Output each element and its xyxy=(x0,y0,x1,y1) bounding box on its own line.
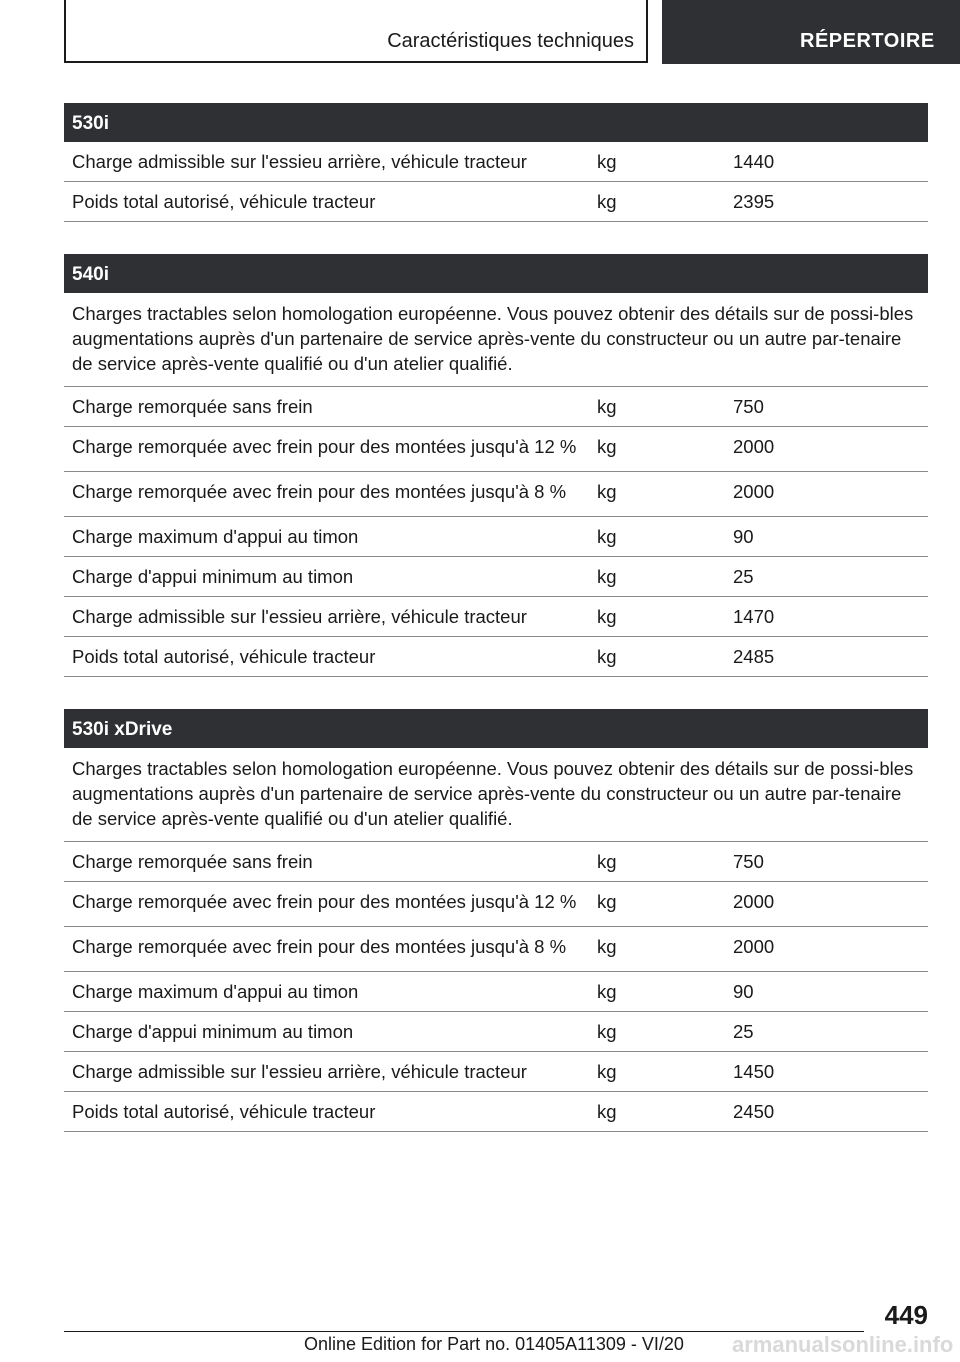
table-row xyxy=(64,1092,928,1132)
table-row xyxy=(64,182,928,222)
page-number: 449 xyxy=(884,1300,928,1330)
row-label: Charge remorquée avec frein pour des montées jusqu'à 8 % xyxy=(72,481,567,502)
row-unit: kg xyxy=(597,1021,617,1042)
row-value: 25 xyxy=(733,566,754,587)
row-label: Poids total autorisé, véhicule tracteur xyxy=(72,1101,376,1122)
row-unit: kg xyxy=(597,851,617,872)
header-tab-index[interactable] xyxy=(662,0,960,64)
row-unit: kg xyxy=(597,936,617,957)
row-label: Poids total autorisé, véhicule tracteur xyxy=(72,191,376,212)
watermark: armanualsonline.info xyxy=(732,1332,954,1357)
section-title: 530i xyxy=(64,103,928,142)
section-description: Charges tractables selon homologation européenne. Vous pouvez obtenir des détails sur de possi-bles augmentations auprès d'un partenaire de service après-vente du constructeur ou un autre par-tenaire de service après-vente qualifié ou d'un atelier qualifié. xyxy=(64,293,928,387)
table-row xyxy=(64,882,928,927)
row-label: Charge admissible sur l'essieu arrière, véhicule tracteur xyxy=(72,151,527,172)
row-label: Charge remorquée sans frein xyxy=(72,851,313,872)
table-row xyxy=(64,517,928,557)
row-unit: kg xyxy=(597,981,617,1002)
row-label: Charge maximum d'appui au timon xyxy=(72,526,359,547)
row-label: Charge remorquée avec frein pour des montées jusqu'à 12 % xyxy=(72,891,577,912)
header-section-box xyxy=(64,0,648,63)
row-unit: kg xyxy=(597,396,617,417)
row-label: Charge remorquée sans frein xyxy=(72,396,313,417)
section-530i-xdrive xyxy=(64,709,928,1132)
row-unit: kg xyxy=(597,646,617,667)
section-title: 540i xyxy=(64,254,928,293)
section-description: Charges tractables selon homologation européenne. Vous pouvez obtenir des détails sur de possi-bles augmentations auprès d'un partenaire de service après-vente du constructeur ou un autre par-tenaire de service après-vente qualifié ou d'un atelier qualifié. xyxy=(64,748,928,842)
row-label: Poids total autorisé, véhicule tracteur xyxy=(72,646,376,667)
row-value: 25 xyxy=(733,1021,754,1042)
row-unit: kg xyxy=(597,526,617,547)
row-unit: kg xyxy=(597,891,617,912)
row-label: Charge remorquée avec frein pour des montées jusqu'à 12 % xyxy=(72,436,577,457)
table-row xyxy=(64,142,928,182)
table-row xyxy=(64,1052,928,1092)
row-unit: kg xyxy=(597,436,617,457)
row-value: 2000 xyxy=(733,891,775,912)
row-value: 2450 xyxy=(733,1101,775,1122)
row-unit: kg xyxy=(597,191,617,212)
row-value: 1470 xyxy=(733,606,775,627)
row-value: 2395 xyxy=(733,191,775,212)
row-value: 2000 xyxy=(733,436,775,457)
row-unit: kg xyxy=(597,481,617,502)
row-value: 750 xyxy=(733,851,764,872)
header-section-title: Caractéristiques techniques xyxy=(387,30,634,52)
page-footer xyxy=(64,1300,954,1362)
row-label: Charge d'appui minimum au timon xyxy=(72,1021,354,1042)
row-label: Charge admissible sur l'essieu arrière, véhicule tracteur xyxy=(72,606,527,627)
row-value: 90 xyxy=(733,526,754,547)
row-label: Charge maximum d'appui au timon xyxy=(72,981,359,1002)
table-row xyxy=(64,387,928,427)
table-row xyxy=(64,972,928,1012)
row-value: 2000 xyxy=(733,481,775,502)
row-label: Charge remorquée avec frein pour des montées jusqu'à 8 % xyxy=(72,936,567,957)
row-value: 750 xyxy=(733,396,764,417)
table-row xyxy=(64,842,928,882)
table-row xyxy=(64,597,928,637)
table-row xyxy=(64,1012,928,1052)
row-value: 2485 xyxy=(733,646,775,667)
row-unit: kg xyxy=(597,1061,617,1082)
table-row xyxy=(64,427,928,472)
row-unit: kg xyxy=(597,606,617,627)
row-unit: kg xyxy=(597,566,617,587)
table-row xyxy=(64,557,928,597)
row-label: Charge d'appui minimum au timon xyxy=(72,566,354,587)
section-title: 530i xDrive xyxy=(64,709,928,748)
row-label: Charge admissible sur l'essieu arrière, véhicule tracteur xyxy=(72,1061,527,1082)
section-540i xyxy=(64,254,928,677)
row-unit: kg xyxy=(597,1101,617,1122)
header-tab-label: RÉPERTOIRE xyxy=(800,30,935,52)
row-value: 90 xyxy=(733,981,754,1002)
row-value: 2000 xyxy=(733,936,775,957)
table-row xyxy=(64,472,928,517)
row-value: 1440 xyxy=(733,151,775,172)
page-header xyxy=(0,0,960,66)
table-row xyxy=(64,927,928,972)
table-row xyxy=(64,637,928,677)
main-content xyxy=(64,103,928,1164)
edition-note: Online Edition for Part no. 01405A11309 - VI/20 xyxy=(304,1334,684,1354)
row-value: 1450 xyxy=(733,1061,775,1082)
row-unit: kg xyxy=(597,151,617,172)
section-530i xyxy=(64,103,928,222)
